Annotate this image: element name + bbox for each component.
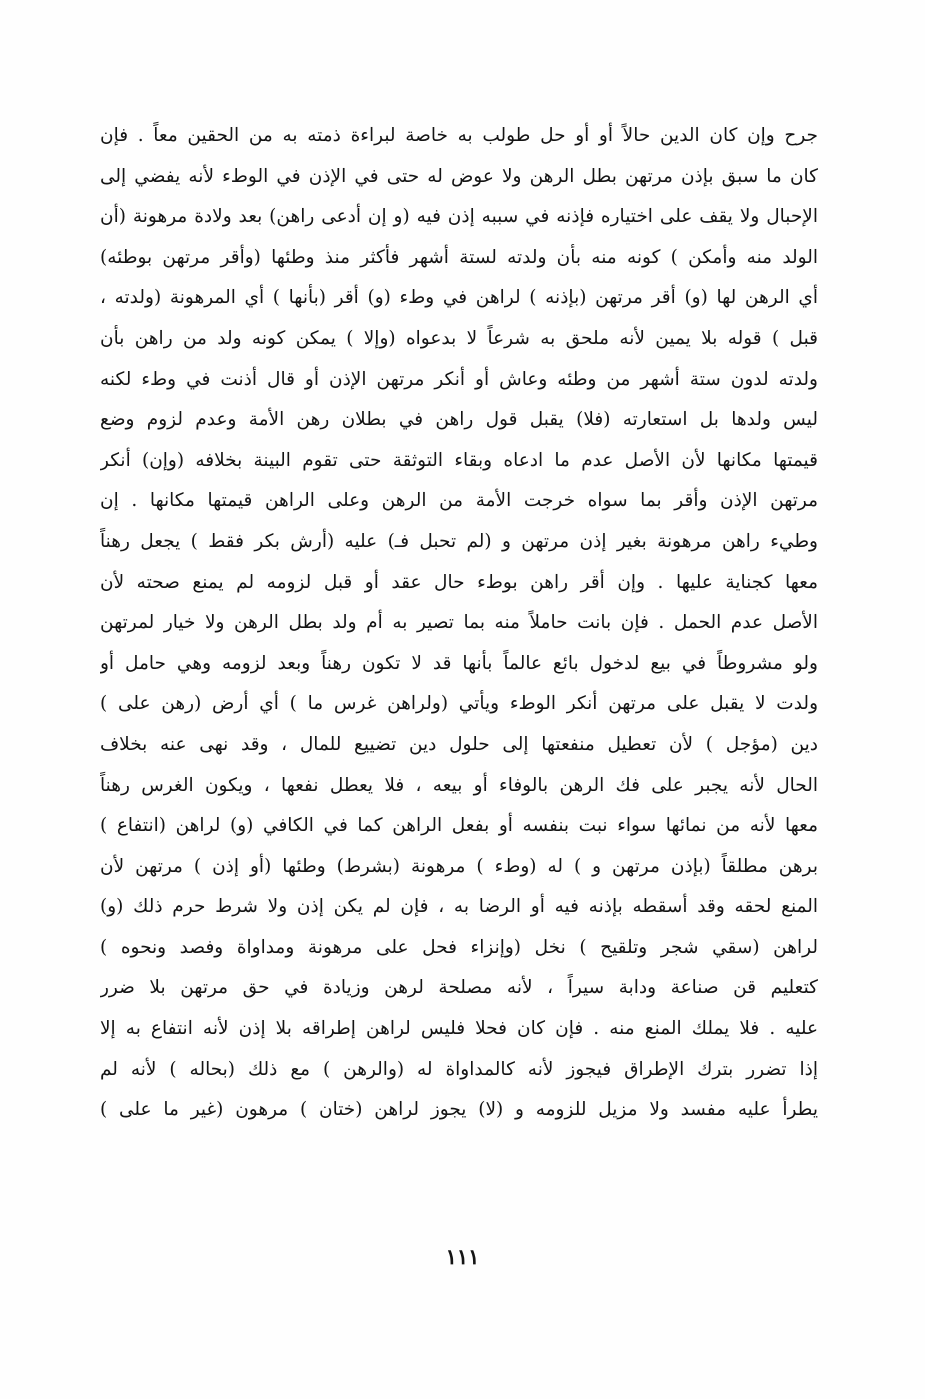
text-line: يطرأ عليه مفسد ولا مزيل للزومه و (لا) يجوز لراهن (ختان ) مرهون (غير ما على ): [100, 1099, 818, 1121]
text-line: مرتهن الإذن وأقر بما سواه خرجت الأمة من الرهن وعلى الراهن قيمتها مكانها . إن: [100, 490, 818, 512]
text-line: عليه . فلا يملك المنع منه . فإن كان فحلا فليس لراهن إطراقه بلا إذن لأنه انتفاع به إلا: [100, 1018, 818, 1040]
text-line: ولدته لدون ستة أشهر من وطئه وعاش أو أنكر مرتهن الإذن أو قال أذنت في وطء لكنه: [100, 368, 818, 390]
text-line: الولد منه وأمكن ) كونه منه بأن ولدته لستة أشهر فأكثر منذ وطئها (وأقر مرتهن بوطئه): [100, 246, 818, 268]
text-line: ولدت لا يقبل على مرتهن أنكر الوطء ويأتي (ولراهن غرس ما ) أي أرض (رهن على ): [100, 693, 818, 715]
text-line: ولو مشروطاً في بيع لدخول بائع عالماً بأنها قد لا تكون رهناً وبعد لزومه وهي حامل أو: [100, 652, 818, 674]
text-line: الأصل عدم الحمل . فإن بانت حاملاً منه بما تصير به أم ولد بطل الرهن ولا خيار لمرتهن: [100, 612, 818, 634]
text-line: أي الرهن لها (و) أقر مرتهن (بإذنه ) لراهن في وطء (و) أقر (بأنها ) أي المرهونة (ولدته ،: [100, 287, 818, 309]
text-line: قيمتها مكانها لأن الأصل عدم ما ادعاه وبقاء التوثقة حتى تقوم البينة بخلافه (وإن) أنكر: [100, 449, 818, 471]
text-line: لراهن (سقي شجر وتلقيح ) نخل (وإنزاء فحل على مرهونة ومداواة وفصد ونحوه ): [100, 936, 818, 958]
text-line: معها لأنه من نمائها سواء نبت بنفسه أو بفعل الراهن كما في الكافي (و) لراهن (انتفاع ): [100, 815, 818, 837]
text-line: وطيء راهن مرهونة بغير إذن مرتهن و (لم تحبل فـ) عليه (أرش بكر فقط ) يجعل رهناً: [100, 530, 818, 552]
text-line: قبل ) قوله بلا يمين لأنه ملحق به شرعاً لا بدعواه (وإلا ) يمكن كونه ولد من راهن بأن: [100, 327, 818, 349]
text-line: إذا تضرر بترك الإطراق فيجوز لأنه كالمداواة له (والرهن ) مع ذلك (بحاله ) لأنه لم: [100, 1058, 818, 1080]
text-line: جرح وإن كان الدين حالاً أو أو حل طولب به خاصة لبراءة ذمته به من الحقين معاً . فإن: [100, 125, 818, 146]
text-line: الحال لأنه يجبر على فك الرهن بالوفاء أو بيعه ، فلا يعطل نفعها ، ويكون الغرس رهناً: [100, 774, 818, 796]
text-line: برهن مطلقاً (بإذن مرتهن و ) له (وطء ) مرهونة (بشرط) وطئها (أو إذن ) مرتهن لأن: [100, 855, 818, 877]
text-line: كتعليم قن صناعة ودابة سيراً ، لأنه مصلحة لرهن وزيادة في حق مرتهن بلا ضرر: [100, 977, 818, 999]
text-line: الإحبال ولا يقف على اختياره فإذنه في سببه إذن فيه (و إن أدعى راهن) بعد ولادة مرهونة (أن: [100, 206, 818, 228]
text-line: كان ما سبق بإذن مرتهن بطل الرهن ولا عوض له حتى في الإذن في الوطء لأنه يفضي إلى: [100, 165, 818, 187]
text-line: المنع لحقه وقد أسقطه بإذنه فيه أو الرضا به ، فإن لم يكن إذن ولا شرط حرم ذلك (و): [100, 896, 818, 918]
body-text: [100, 116, 818, 1131]
page-number: ١١١: [445, 1244, 480, 1269]
text-line: معها كجناية عليها . وإن أقر راهن بوطء حال عقد أو قبل لزومه لم يمنع صحته لأن: [100, 571, 818, 593]
text-line: ليس ولدها بل استعارته (فلا) يقبل قول راهن في بطلان رهن الأمة وعدم لزوم وضع: [100, 409, 818, 431]
text-line: دين (مؤجل ) لأن تعطيل منفعتها إلى حلول دين تضييع للمال ، وقد نهى عنه بخلاف: [100, 733, 818, 755]
